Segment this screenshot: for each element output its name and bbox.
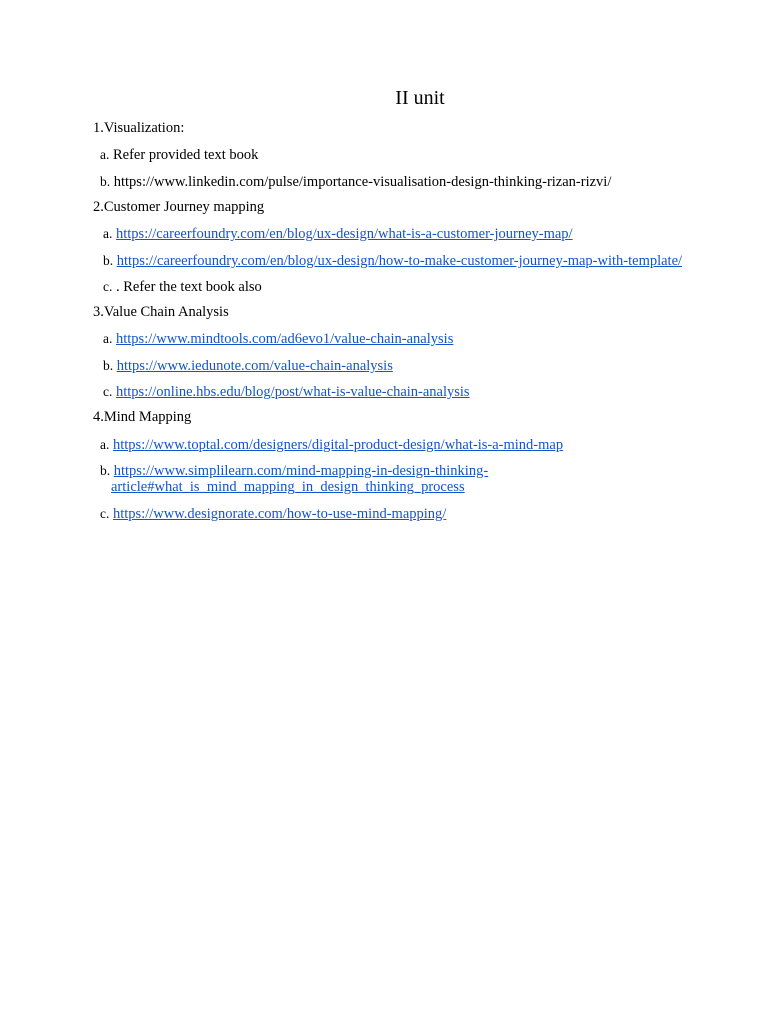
list-marker: b. — [100, 174, 111, 189]
list-item-text: . Refer the text book also — [116, 279, 262, 295]
section-heading-customer-journey: 2.Customer Journey mapping — [93, 199, 265, 215]
list-item — [103, 330, 453, 348]
section-heading-visualization: 1.Visualization: — [93, 120, 185, 136]
link-designorate-mind-mapping[interactable]: https://www.designorate.com/how-to-use-mind-mapping/ — [113, 506, 447, 522]
list-item — [100, 505, 446, 523]
list-item — [103, 357, 393, 375]
plain-url-text: https://www.linkedin.com/pulse/importance-visualisation-design-thinking-rizan-rizvi/ — [113, 174, 612, 190]
link-simplilearn-mind-mapping-continued[interactable]: article#what_is_mind_mapping_in_design_thinking_process — [111, 479, 465, 495]
link-toptal-mind-map[interactable]: https://www.toptal.com/designers/digital-product-design/what-is-a-mind-map — [113, 437, 564, 453]
list-marker: b. — [100, 463, 111, 478]
list-item — [100, 146, 258, 164]
link-careerfoundry-customer-journey-map[interactable]: https://careerfoundry.com/en/blog/ux-design/what-is-a-customer-journey-map/ — [116, 226, 573, 242]
list-item-continuation — [111, 479, 465, 496]
link-mindtools-value-chain[interactable]: https://www.mindtools.com/ad6evo1/value-chain-analysis — [116, 331, 454, 347]
list-marker: a. — [103, 331, 113, 346]
list-marker: b. — [103, 253, 114, 268]
link-iedunote-value-chain[interactable]: https://www.iedunote.com/value-chain-analysis — [116, 358, 393, 374]
list-marker: c. — [103, 279, 113, 294]
section-heading-value-chain: 3.Value Chain Analysis — [93, 304, 229, 320]
list-item — [100, 462, 488, 480]
list-item — [100, 173, 611, 191]
list-item — [100, 436, 563, 454]
list-item — [103, 225, 573, 243]
link-hbs-value-chain[interactable]: https://online.hbs.edu/blog/post/what-is-value-chain-analysis — [116, 384, 470, 400]
list-item-text: Refer provided text book — [113, 147, 259, 163]
list-item — [103, 383, 470, 401]
list-marker: c. — [103, 384, 113, 399]
link-careerfoundry-make-journey-map[interactable]: https://careerfoundry.com/en/blog/ux-design/how-to-make-customer-journey-map-with-template/ — [116, 253, 683, 269]
page-title: II unit — [395, 87, 445, 109]
list-marker: a. — [100, 437, 110, 452]
section-heading-mind-mapping: 4.Mind Mapping — [93, 409, 192, 425]
list-marker: a. — [100, 147, 110, 162]
list-item — [103, 252, 682, 270]
list-item — [103, 278, 262, 296]
list-marker: b. — [103, 358, 114, 373]
list-marker: a. — [103, 226, 113, 241]
list-marker: c. — [100, 506, 110, 521]
link-simplilearn-mind-mapping[interactable]: https://www.simplilearn.com/mind-mapping-in-design-thinking- — [113, 463, 489, 479]
